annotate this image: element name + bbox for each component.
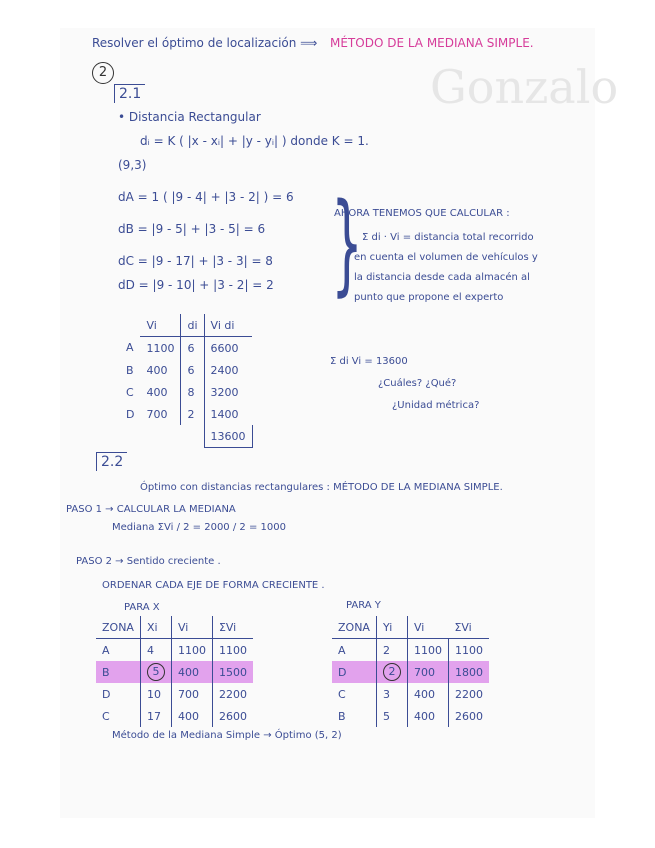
sum-vi-cell: 1800 [448, 661, 489, 683]
col-header-vi: Vi [140, 314, 181, 337]
section-label-2-2: 2.2 [96, 452, 127, 471]
paso-1: PASO 1 → CALCULAR LA MEDIANA [66, 504, 236, 515]
sum-vi-cell: 2600 [212, 705, 253, 727]
zone-cell: A [102, 643, 110, 657]
col-header-vi: Vi [171, 616, 212, 639]
para-x-title: PARA X [124, 602, 160, 613]
zone-cell: C [126, 385, 134, 399]
point-coords: (9,3) [118, 158, 147, 172]
zone-cell: A [338, 643, 346, 657]
table-row [332, 683, 489, 705]
table-total: 13600 [204, 425, 252, 448]
section-2-2-title: Óptimo con distancias rectangulares : MÉTODO DE LA MEDIANA SIMPLE. [140, 482, 503, 493]
col-header-sum-vi: ΣVi [448, 616, 489, 639]
col-header-vidi: Vi di [204, 314, 252, 337]
di-cell: 2 [181, 403, 204, 425]
vi-cell: 700 [171, 683, 212, 705]
vidi-cell: 1400 [204, 403, 252, 425]
table-row [120, 381, 252, 403]
vi-cell: 400 [171, 661, 212, 683]
final-result: Método de la Mediana Simple → Óptimo (5, 2) [112, 730, 342, 741]
median-row-highlight [96, 661, 253, 683]
xi-cell [140, 661, 171, 683]
para-x-table [96, 616, 253, 727]
xi-cell: 17 [140, 705, 171, 727]
vidi-cell: 6600 [204, 337, 252, 360]
col-header-xi: Xi [140, 616, 171, 639]
paso-2: PASO 2 → Sentido creciente . [76, 556, 221, 567]
zone-cell: A [126, 341, 134, 355]
header-title: MÉTODO DE LA MEDIANA SIMPLE. [330, 36, 534, 50]
zone-cell: B [338, 709, 346, 723]
sum-vi-cell: 1100 [212, 639, 253, 662]
zone-cell: D [338, 665, 347, 679]
zone-cell: C [338, 687, 346, 701]
sum-vi-cell: 1500 [212, 661, 253, 683]
sum-vi-cell: 2200 [212, 683, 253, 705]
sum-vi-cell: 2200 [448, 683, 489, 705]
bullet-distancia: • Distancia Rectangular [118, 110, 261, 124]
vi-cell: 400 [407, 683, 448, 705]
median-circle: 5 [147, 663, 165, 681]
zone-cell: C [102, 709, 110, 723]
para-y-title: PARA Y [346, 600, 381, 611]
col-header-di: di [181, 314, 204, 337]
vi-cell: 400 [146, 385, 168, 399]
yi-cell: 2 [376, 639, 407, 662]
distance-b: dB = |9 - 5| + |3 - 5| = 6 [118, 222, 266, 236]
distance-a: dA = 1 ( |9 - 4| + |3 - 2| ) = 6 [118, 190, 294, 204]
zone-cell: B [126, 363, 134, 377]
sum-line-2: ¿Cuáles? ¿Qué? [378, 378, 457, 389]
section-label-2-1: 2.1 [114, 84, 145, 103]
table-row [96, 683, 253, 705]
mediana-calc: Mediana ΣVi / 2 = 2000 / 2 = 1000 [112, 522, 286, 533]
vi-cell: 400 [407, 705, 448, 727]
vi-cell: 400 [146, 363, 168, 377]
median-row-highlight [332, 661, 489, 683]
vi-cell: 1100 [171, 639, 212, 662]
col-header-zona: ZONA [96, 616, 140, 639]
para-y-table [332, 616, 489, 727]
table-row [120, 337, 252, 360]
zone-cell: B [102, 665, 110, 679]
sum-line-3: ¿Unidad métrica? [392, 400, 480, 411]
col-header-vi: Vi [407, 616, 448, 639]
di-cell: 8 [181, 381, 204, 403]
di-cell: 6 [181, 337, 204, 360]
distance-formula: dᵢ = K ( |x - xᵢ| + |y - yᵢ| ) donde K = 1. [140, 134, 369, 148]
xi-cell: 10 [140, 683, 171, 705]
zone-cell: D [102, 687, 111, 701]
note-title: AHORA TENEMOS QUE CALCULAR : [334, 208, 510, 219]
di-cell: 6 [181, 359, 204, 381]
table-row [120, 403, 252, 425]
faint-watermark: Gonzalo [430, 60, 619, 114]
vi-cell: 700 [146, 407, 168, 421]
yi-cell: 5 [376, 705, 407, 727]
col-header-yi: Yi [376, 616, 407, 639]
yi-cell: 3 [376, 683, 407, 705]
xi-cell: 4 [140, 639, 171, 662]
col-header-sum-vi: ΣVi [212, 616, 253, 639]
vi-cell: 400 [171, 705, 212, 727]
note-line-2: en cuenta el volumen de vehículos y [354, 252, 538, 263]
vi-cell: 1100 [146, 341, 175, 355]
distance-c: dC = |9 - 17| + |3 - 3| = 8 [118, 254, 273, 268]
vidi-cell: 3200 [204, 381, 252, 403]
table-row [96, 705, 253, 727]
table-row [120, 359, 252, 381]
col-header-zona: ZONA [332, 616, 376, 639]
note-line-3: la distancia desde cada almacén al [354, 272, 530, 283]
distance-d: dD = |9 - 10| + |3 - 2| = 2 [118, 278, 274, 292]
sum-vi-cell: 2600 [448, 705, 489, 727]
zone-cell: D [126, 407, 135, 421]
median-circle: 2 [383, 663, 401, 681]
ordenar-text: ORDENAR CADA EJE DE FORMA CRECIENTE . [102, 580, 325, 591]
exercise-number: 2 [92, 62, 114, 84]
vi-cell: 1100 [407, 639, 448, 662]
header-left: Resolver el óptimo de localización ⟹ [92, 36, 318, 50]
sum-vi-cell: 1100 [448, 639, 489, 662]
vidi-cell: 2400 [204, 359, 252, 381]
curly-brace: } [331, 179, 363, 307]
vi-cell: 700 [407, 661, 448, 683]
table-row [96, 639, 253, 662]
note-line-4: punto que propone el experto [354, 292, 504, 303]
table-row [332, 705, 489, 727]
yi-cell [376, 661, 407, 683]
vi-di-table [120, 314, 253, 448]
note-line-1: Σ di · Vi = distancia total recorrido [362, 232, 534, 243]
sum-line-1: Σ di Vi = 13600 [330, 356, 408, 367]
table-row [332, 639, 489, 662]
